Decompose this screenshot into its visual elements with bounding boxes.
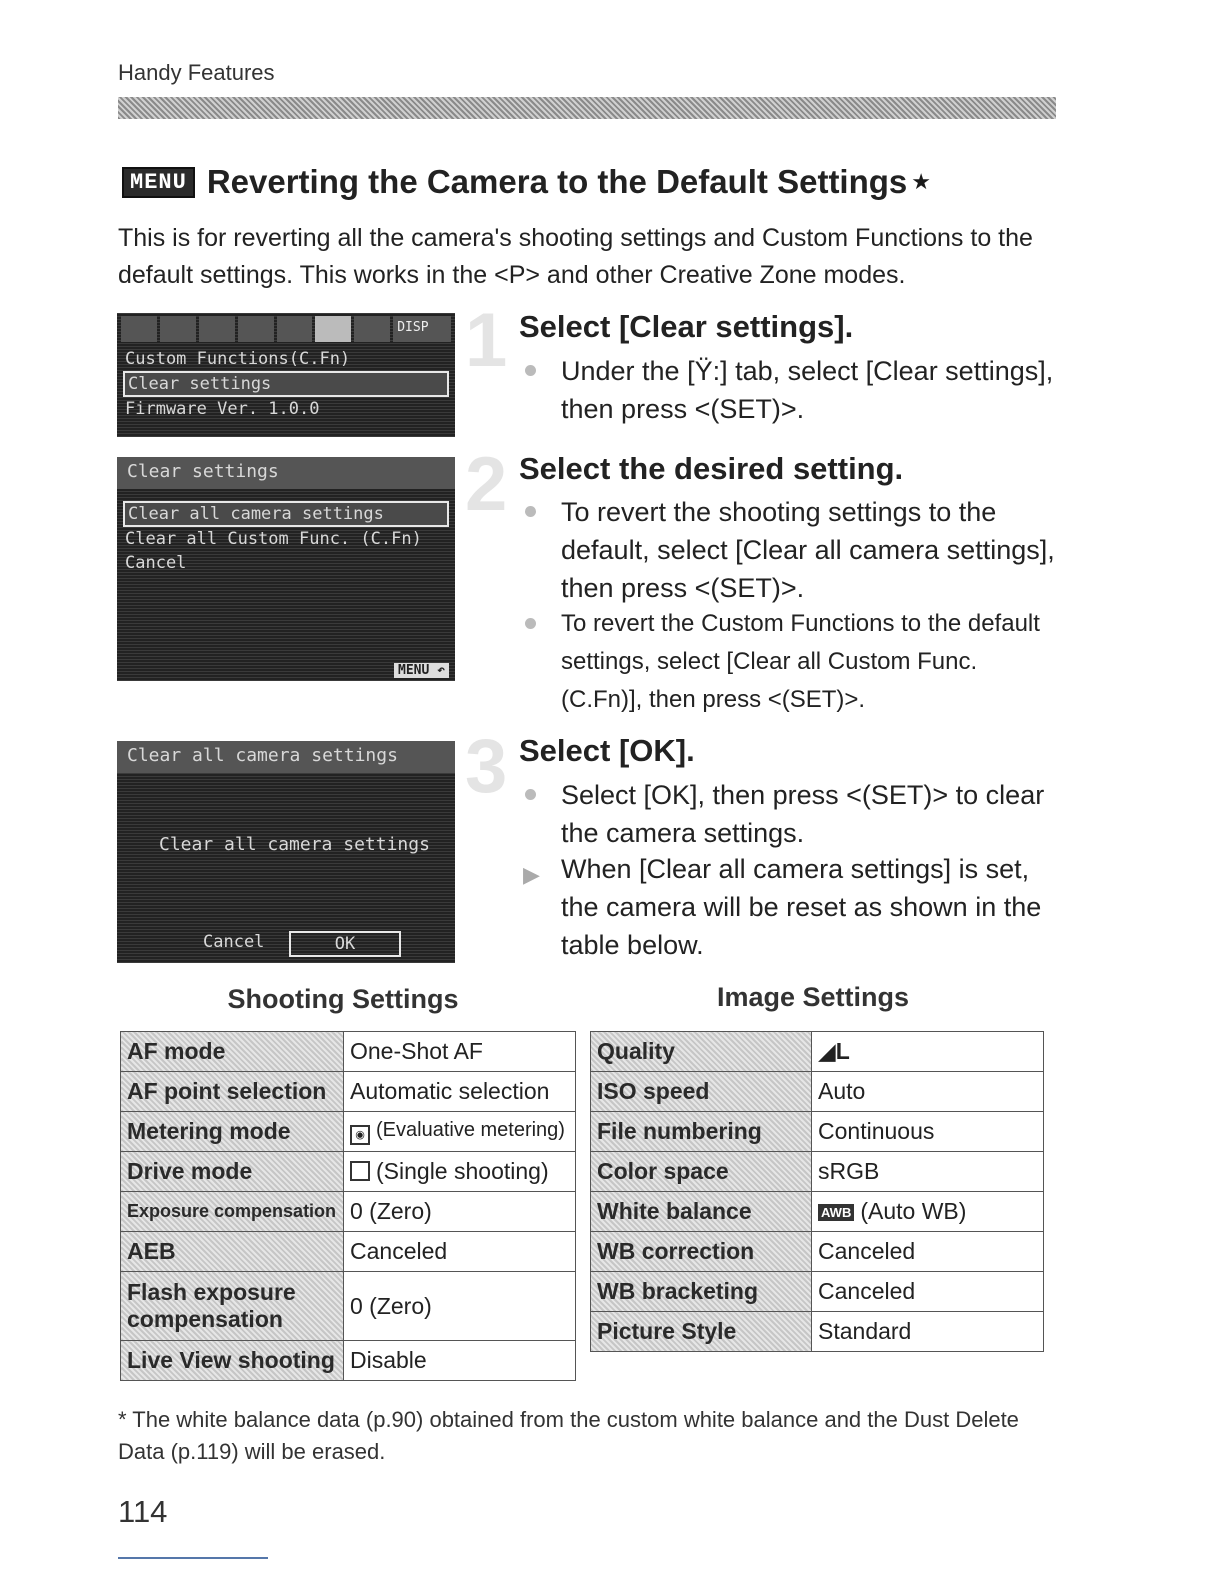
table-row	[121, 1112, 576, 1152]
setting-value-text: (Auto WB)	[860, 1198, 967, 1224]
setting-label: White balance	[591, 1192, 812, 1232]
awb-icon: AWB	[818, 1204, 854, 1221]
screen-menu-line: Custom Functions(C.Fn)	[125, 349, 351, 369]
bullet-icon	[525, 618, 536, 629]
star-icon: ★	[911, 169, 932, 194]
screen-cancel-option: Cancel	[203, 932, 265, 952]
table-row	[121, 1072, 576, 1112]
setting-value: Auto	[812, 1072, 1044, 1112]
step-bullet	[561, 493, 1061, 607]
setting-value: sRGB	[812, 1152, 1044, 1192]
setting-label: Drive mode	[121, 1152, 344, 1192]
setting-label: File numbering	[591, 1112, 812, 1152]
header-bar	[118, 97, 1056, 119]
camera-screen-3	[117, 741, 455, 963]
table-row	[121, 1272, 576, 1341]
tab-disp	[393, 316, 451, 342]
step-title: Select [OK].	[519, 733, 695, 768]
setting-value: Canceled	[812, 1232, 1044, 1272]
table-row	[591, 1192, 1044, 1232]
tab-icon	[160, 316, 196, 342]
image-settings-title: Image Settings	[716, 982, 910, 1012]
setting-value: Canceled	[812, 1272, 1044, 1312]
setting-label: AEB	[121, 1232, 344, 1272]
screen-menu-line-selected: Clear settings	[123, 371, 449, 397]
setting-value: Canceled	[344, 1232, 576, 1272]
table-row	[591, 1312, 1044, 1352]
page-number: 114	[118, 1494, 168, 1529]
bullet-text: To revert the shooting settings to the default, select [Clear all camera settings], then press <(SET)>.	[561, 497, 1055, 603]
setting-value: Disable	[344, 1341, 576, 1381]
bullet-text: To revert the Custom Functions to the default settings, select [Clear all Custom Func. (C.Fn)], then press <(SET)>.	[561, 610, 1040, 713]
result-text: When [Clear all camera settings] is set, the camera will be reset as shown in the table below.	[561, 854, 1042, 960]
setting-label: AF mode	[121, 1032, 344, 1072]
section-label: Handy Features	[118, 60, 275, 85]
table-row	[591, 1152, 1044, 1192]
table-row	[591, 1032, 1044, 1072]
screen-menu-line: Firmware Ver. 1.0.0	[125, 399, 320, 419]
setting-value: Automatic selection	[344, 1072, 576, 1112]
camera-screen-2	[117, 457, 455, 681]
setting-value	[344, 1152, 576, 1192]
setting-label: AF point selection	[121, 1072, 344, 1112]
shooting-settings-title: Shooting Settings	[227, 984, 459, 1014]
camera-screen-1	[117, 313, 455, 437]
screen-menu-line: Clear all Custom Func. (C.Fn)	[125, 529, 422, 549]
setting-value: 0 (Zero)	[344, 1192, 576, 1232]
setting-value	[812, 1192, 1044, 1232]
screen-menu-line: Cancel	[125, 553, 187, 573]
setting-label: ISO speed	[591, 1072, 812, 1112]
step-bullet	[561, 605, 1061, 719]
wrench-tab-icon	[315, 316, 351, 342]
step-title: Select [Clear settings].	[519, 309, 854, 344]
table-row	[121, 1341, 576, 1381]
tab-icon	[199, 316, 235, 342]
step-title: Select the desired setting.	[519, 451, 904, 486]
setting-value: Standard	[812, 1312, 1044, 1352]
table-row	[591, 1072, 1044, 1112]
step-bullet	[561, 352, 1061, 428]
evaluative-metering-icon: ◉	[350, 1125, 370, 1145]
setting-label: Exposure compensation	[121, 1192, 344, 1232]
setting-value: 0 (Zero)	[344, 1272, 576, 1341]
bullet-text: Under the [Ÿ:] tab, select [Clear settings], then press <(SET)>.	[561, 356, 1054, 424]
tab-icon	[354, 316, 390, 342]
setting-value: One-Shot AF	[344, 1032, 576, 1072]
table-row	[121, 1232, 576, 1272]
setting-label: WB correction	[591, 1232, 812, 1272]
single-shooting-icon	[350, 1161, 370, 1181]
title-text: Reverting the Camera to the Default Settings	[206, 163, 908, 200]
setting-label: WB bracketing	[591, 1272, 812, 1312]
intro-paragraph: This is for reverting all the camera's shooting settings and Custom Functions to the default settings. This works in the <P> and other Creative Zone modes.	[118, 224, 1033, 289]
step-number: 1	[465, 298, 508, 383]
setting-value: ◢L	[812, 1032, 1044, 1072]
menu-icon: MENU	[122, 167, 195, 198]
setting-value-text: (Evaluative metering)	[376, 1118, 565, 1141]
setting-label: Quality	[591, 1032, 812, 1072]
tab-disp-label: DISP	[397, 320, 429, 335]
step-number: 3	[465, 724, 508, 809]
screen-heading: Clear settings	[117, 457, 455, 489]
page-title	[122, 160, 931, 204]
bullet-text: Select [OK], then press <(SET)> to clear the camera settings.	[561, 780, 1045, 848]
table-row	[591, 1232, 1044, 1272]
step-result	[523, 850, 1061, 964]
setting-value: Continuous	[812, 1112, 1044, 1152]
tab-icon	[238, 316, 274, 342]
setting-value-text: (Single shooting)	[376, 1158, 549, 1184]
menu-return-icon: MENU ↶	[394, 663, 449, 678]
screen-heading: Clear all camera settings	[117, 741, 455, 773]
image-settings-table	[590, 1031, 1044, 1352]
footnote: * The white balance data (p.90) obtained from the custom white balance and the Dust Delete Data (p.119) will be erased.	[118, 1407, 1019, 1464]
setting-label: Metering mode	[121, 1112, 344, 1152]
tab-icon	[277, 316, 313, 342]
table-row	[121, 1032, 576, 1072]
bullet-icon	[525, 365, 536, 376]
screen-message: Clear all camera settings	[159, 834, 430, 855]
tab-icon	[121, 316, 157, 342]
screen-menu-line-selected: Clear all camera settings	[123, 501, 449, 527]
setting-label: Live View shooting	[121, 1341, 344, 1381]
shooting-settings-table	[120, 1031, 576, 1381]
setting-label: Flash exposure compensation	[121, 1272, 344, 1341]
step-bullet	[561, 776, 1061, 852]
bullet-icon	[525, 789, 536, 800]
setting-label: Picture Style	[591, 1312, 812, 1352]
setting-value	[344, 1112, 576, 1152]
bullet-icon	[525, 506, 536, 517]
step-number: 2	[465, 442, 508, 527]
menu-tabs	[117, 313, 455, 347]
bottom-rule	[118, 1557, 268, 1559]
table-row	[591, 1112, 1044, 1152]
screen-ok-option: OK	[289, 931, 401, 957]
setting-label: Color space	[591, 1152, 812, 1192]
result-arrow-icon: ▶	[523, 862, 540, 887]
table-row	[121, 1152, 576, 1192]
table-row	[121, 1192, 576, 1232]
table-row	[591, 1272, 1044, 1312]
